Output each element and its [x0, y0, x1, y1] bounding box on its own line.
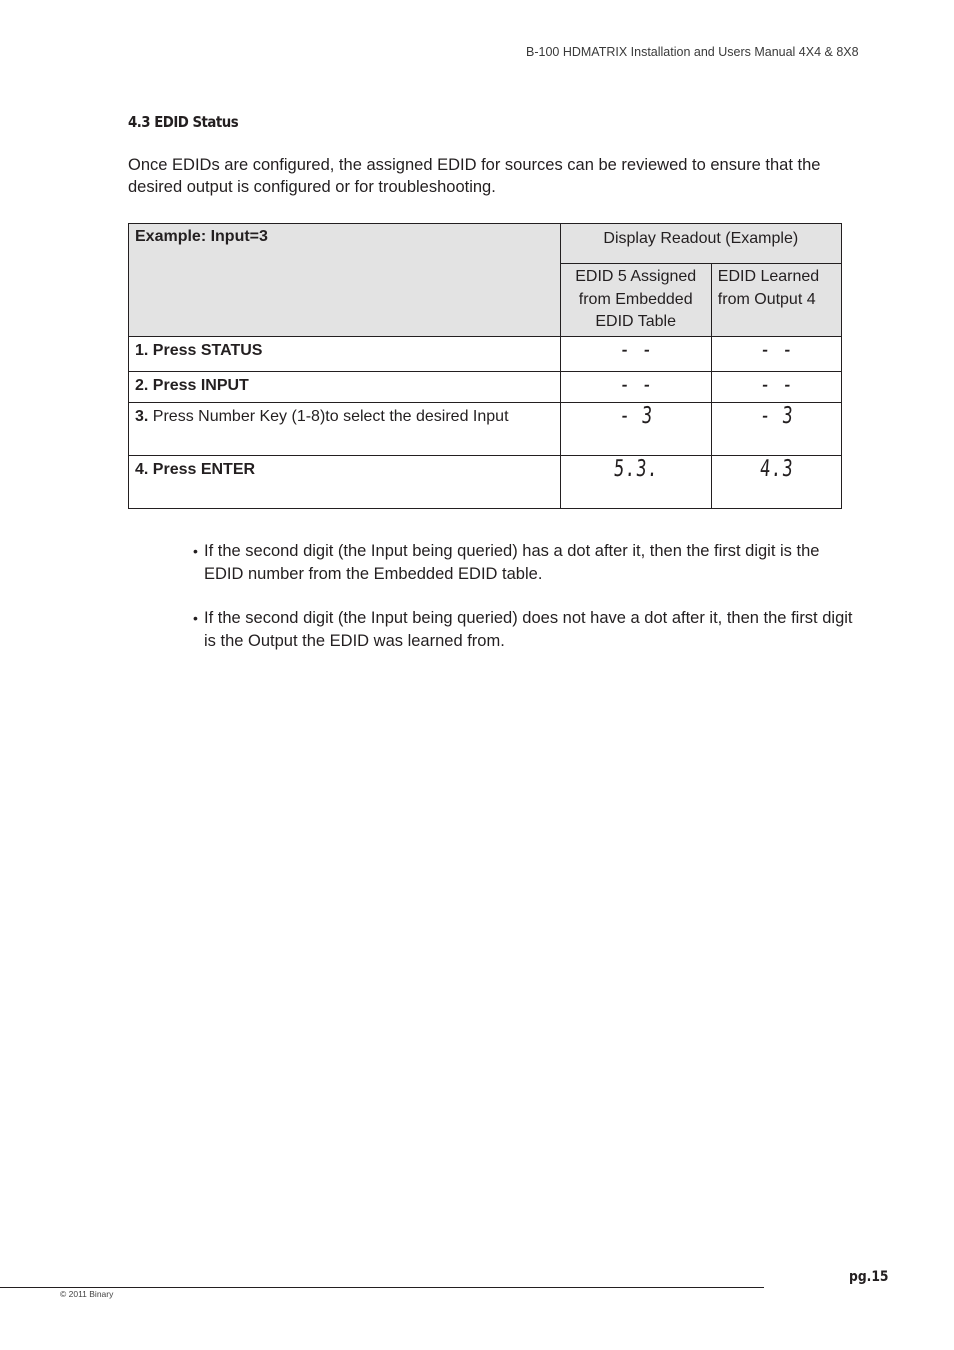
- learned-column-header: EDID Learned from Output 4: [717, 268, 820, 308]
- learned-readout: 4.3: [758, 455, 795, 482]
- note-text: If the second digit (the Input being queried) does not have a dot after it, then the first digit is the Output the EDID was learned from.: [204, 609, 853, 650]
- learned-readout: - -: [758, 336, 795, 363]
- running-header: B-100 HDMATRIX Installation and Users Manual 4X4 & 8X8: [526, 45, 859, 59]
- table-row: [129, 455, 842, 508]
- example-label: Example: Input=3: [135, 228, 268, 245]
- step-label: 3. Press Number Key (1-8)to select the desired Input: [135, 407, 509, 425]
- table-row: [129, 402, 842, 455]
- bullet-icon: •: [193, 543, 198, 559]
- note-text: If the second digit (the Input being queried) has a dot after it, then the first digit is the EDID number from the Embedded EDID table.: [204, 542, 820, 583]
- step-label: 2. Press INPUT: [135, 376, 249, 394]
- readout-header-cell: [560, 224, 841, 264]
- embedded-column-header-cell: [560, 264, 711, 337]
- learned-column-header-cell: [711, 264, 841, 337]
- section-title: 4.3 EDID Status: [128, 113, 239, 131]
- footer-divider: [0, 1287, 764, 1288]
- readout-header: Display Readout (Example): [603, 230, 799, 247]
- embedded-readout: 5.3.: [612, 455, 659, 482]
- edid-status-table: [128, 223, 842, 509]
- notes-list: [193, 540, 853, 674]
- table-row: [129, 336, 842, 371]
- example-header-cell: [129, 224, 561, 337]
- table-row: [129, 371, 842, 402]
- bullet-icon: •: [193, 610, 198, 626]
- intro-paragraph: Once EDIDs are configured, the assigned EDID for sources can be reviewed to ensure that the desired output is configured or for troubleshooting.: [128, 156, 821, 196]
- step-label: 4. Press ENTER: [135, 460, 256, 478]
- copyright: © 2011 Binary: [60, 1289, 114, 1299]
- learned-readout: - -: [758, 371, 795, 398]
- embedded-readout: - -: [617, 371, 654, 398]
- embedded-readout: - -: [617, 336, 654, 363]
- page-number: pg.15: [849, 1269, 889, 1285]
- learned-readout: - 3: [758, 402, 795, 429]
- embedded-readout: - 3: [617, 402, 654, 429]
- list-item: [193, 607, 853, 652]
- embedded-column-header: EDID 5 Assigned from Embedded EDID Table: [575, 268, 697, 330]
- step-label: 1. Press STATUS: [135, 341, 263, 359]
- list-item: [193, 540, 853, 585]
